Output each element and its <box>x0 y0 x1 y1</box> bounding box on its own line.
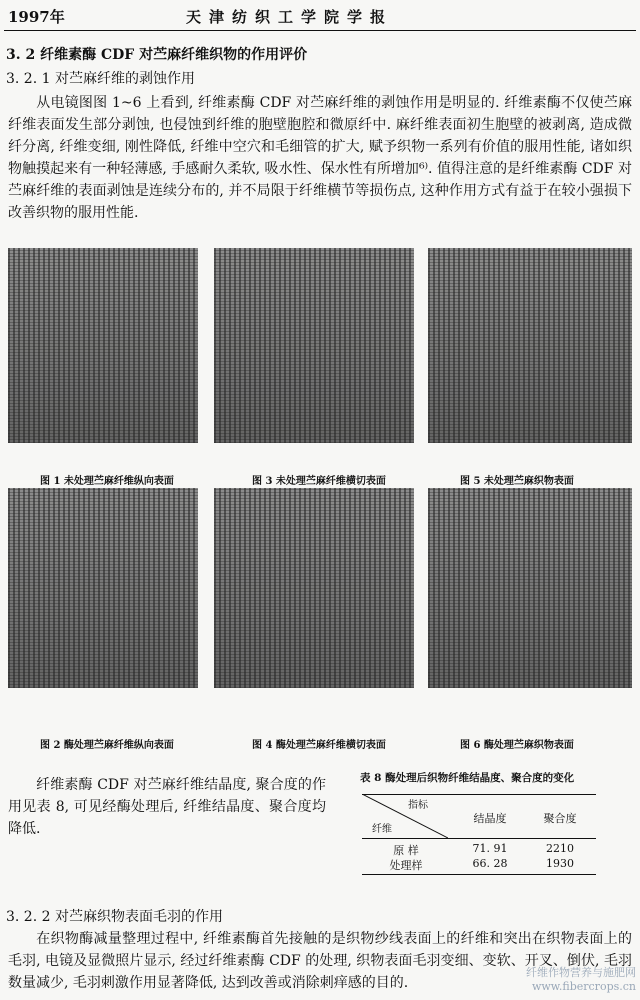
figure-3-caption: 图 3 未处理苎麻纤维横切表面 <box>252 476 386 487</box>
table-col-crystallinity: 结晶度 <box>473 812 507 825</box>
crystallinity-paragraph <box>8 774 326 840</box>
section-3-2-title: 3. 2 纤维素酶 CDF 对苎麻纤维织物的作用评价 <box>6 47 308 63</box>
section-3-2-1-paragraph <box>8 92 632 224</box>
table-row-2-polymerization: 1930 <box>546 857 574 870</box>
figure-6-image <box>428 488 632 688</box>
section-3-2-2-title: 3. 2. 2 对苎麻织物表面毛羽的作用 <box>6 909 223 925</box>
table-row-1-crystallinity: 71. 91 <box>472 842 508 855</box>
figure-2-image <box>8 488 198 688</box>
section-3-2-1-text: 从电镜图图 1~6 上看到, 纤维素酶 CDF 对苎麻纤维的剥蚀作用是明显的. 纤维素酶不仅使苎麻纤维表面发生部分剥蚀, 也侵蚀到纤维的胞壁胞腔和微原纤中. 麻纤维表面初生胞壁的被剥离, 造成微纤分离, 纤维变细, 刚性降低, 纤维中空穴和毛细管的扩大, 赋予织物一系列有价值的服用性能, 诸如织物触摸起来有一种轻薄感, 手感耐久柔软, 吸水性、保水性有所增加⁶⁾. 值得注意的是纤维素酶 CDF 对苎麻纤维的表面剥蚀是连续分布的, 并不局限于纤维横节等损伤点, 这种作用方式有益于在较小强损下改善织物的服用性能. <box>8 95 632 221</box>
figure-5-image <box>428 248 632 443</box>
figure-2-caption: 图 2 酶处理苎麻纤维纵向表面 <box>40 740 174 751</box>
table-row-1-polymerization: 2210 <box>546 842 574 855</box>
crystallinity-text: 纤维素酶 CDF 对苎麻纤维结晶度, 聚合度的作用见表 8, 可见经酶处理后, 纤维结晶度、聚合度均降低. <box>8 777 326 837</box>
table-row-2-name: 处理样 <box>389 859 423 872</box>
journal-title: 天津纺织工学院学报 <box>186 8 394 26</box>
table-col-polymerization: 聚合度 <box>543 812 577 825</box>
table-bottom-rule <box>362 874 596 875</box>
figure-6-caption: 图 6 酶处理苎麻织物表面 <box>460 740 574 751</box>
table-mid-rule <box>362 838 596 839</box>
header-rule <box>4 30 636 31</box>
figure-4-image <box>214 488 414 688</box>
watermark-url: www.fibercrops.cn <box>531 980 636 993</box>
table-corner-bottom: 纤维 <box>372 824 392 835</box>
section-3-2-1-title: 3. 2. 1 对苎麻纤维的剥蚀作用 <box>6 71 195 87</box>
figure-3-image <box>214 248 414 443</box>
header-year: 1997年 <box>8 8 65 26</box>
figure-1-image <box>8 248 198 443</box>
table-corner-top: 指标 <box>408 800 428 811</box>
table-8-title: 表 8 酶处理后织物纤维结晶度、聚合度的变化 <box>360 772 575 784</box>
section-3-2-2-text: 在织物酶减量整理过程中, 纤维素酶首先接触的是织物纱线表面上的纤维和突出在织物表面上的毛羽, 电镜及显微照片显示, 经过纤维素酶 CDF 的处理, 织物表面毛羽变细、变软、开叉、倒伏, 毛羽数量减少, 毛羽刺激作用显著降低, 达到改善或消除刺痒感的目的. <box>8 931 632 991</box>
figure-5-caption: 图 5 未处理苎麻织物表面 <box>460 476 574 487</box>
table-row-2-crystallinity: 66. 28 <box>472 857 508 870</box>
figure-1-caption: 图 1 未处理苎麻纤维纵向表面 <box>40 476 174 487</box>
table-row-1-name: 原 样 <box>393 844 419 857</box>
figure-4-caption: 图 4 酶处理苎麻纤维横切表面 <box>252 740 386 751</box>
watermark-site-name: 纤维作物营养与施肥网 <box>526 966 636 979</box>
